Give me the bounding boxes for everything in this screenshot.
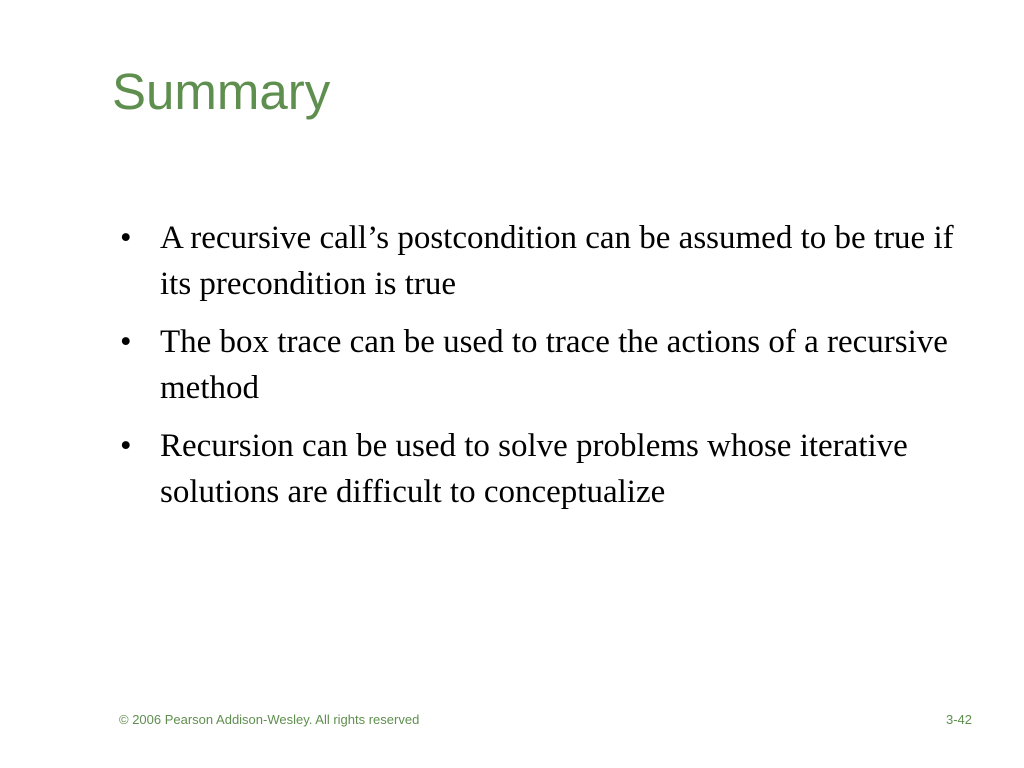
bullet-list	[118, 215, 988, 527]
bullet-dot-icon: •	[120, 428, 132, 464]
footer-copyright: © 2006 Pearson Addison-Wesley. All rights reserved	[119, 712, 420, 727]
footer-page-number: 3-42	[945, 712, 972, 727]
bullet-text: Recursion can be used to solve problems whose iterative solutions are difficult to conceptualize	[160, 428, 908, 510]
slide-title: Summary	[112, 63, 331, 120]
bullet-item	[118, 215, 988, 307]
bullet-text: A recursive call’s postcondition can be assumed to be true if its precondition is true	[160, 220, 954, 302]
bullet-dot-icon: •	[120, 220, 132, 256]
bullet-item	[118, 423, 988, 515]
bullet-text: The box trace can be used to trace the actions of a recursive method	[160, 324, 948, 406]
bullet-item	[118, 319, 988, 411]
bullet-dot-icon: •	[120, 324, 132, 360]
